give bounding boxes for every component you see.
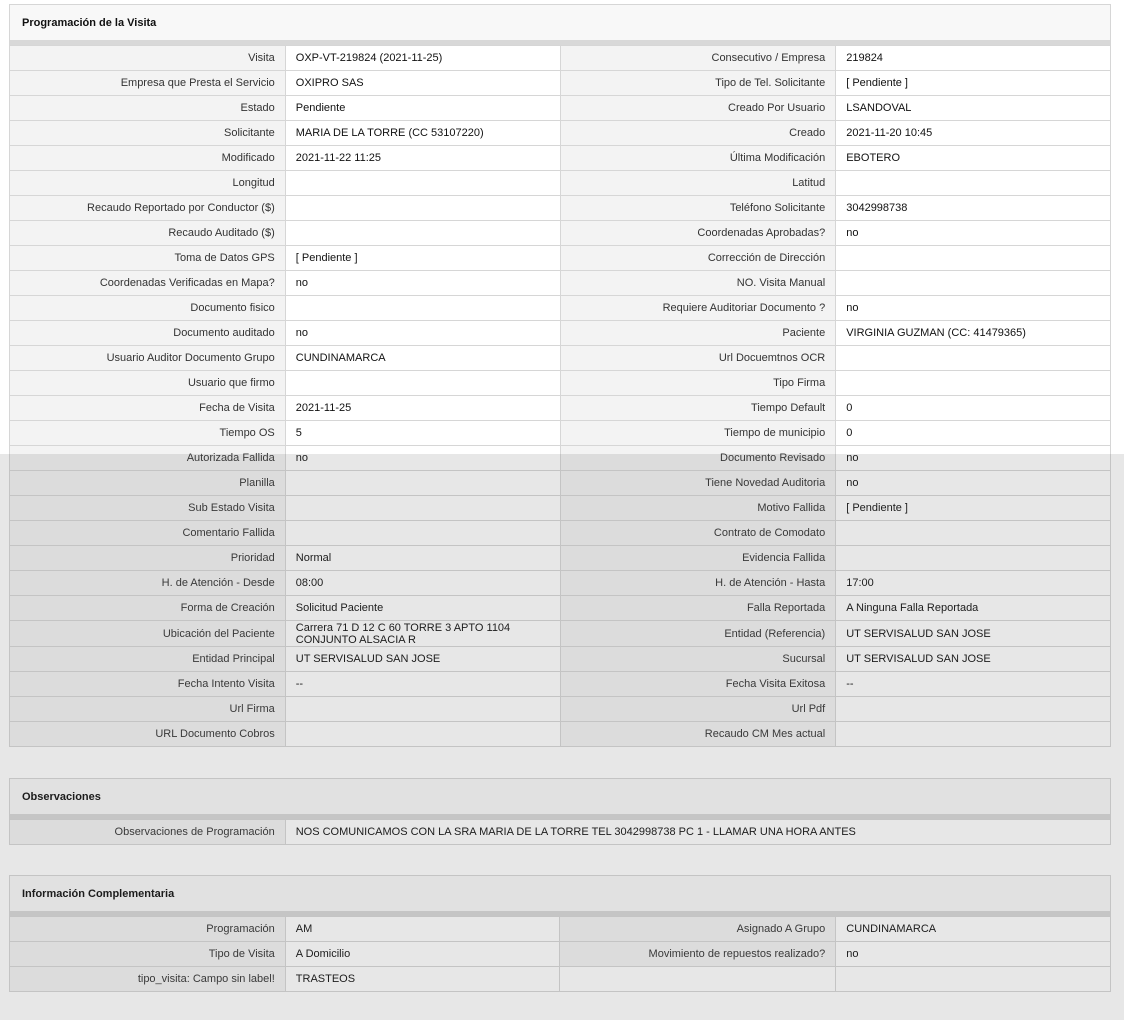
- field-label: Tiempo de municipio: [560, 421, 836, 446]
- field-value: [285, 221, 560, 246]
- field-value: [285, 722, 560, 747]
- field-label: Documento Revisado: [560, 446, 836, 471]
- field-value: 219824: [836, 46, 1111, 71]
- field-value: 5: [285, 421, 560, 446]
- field-value: [285, 371, 560, 396]
- field-value: OXP-VT-219824 (2021-11-25): [285, 46, 560, 71]
- field-label: Tipo de Visita: [10, 942, 286, 967]
- field-label: Empresa que Presta el Servicio: [10, 71, 286, 96]
- field-label: Usuario Auditor Documento Grupo: [10, 346, 286, 371]
- field-value: no: [285, 321, 560, 346]
- field-label: Url Docuemtnos OCR: [560, 346, 836, 371]
- field-label: Modificado: [10, 146, 286, 171]
- field-label: Creado Por Usuario: [560, 96, 836, 121]
- field-value: Normal: [285, 546, 560, 571]
- field-value: VIRGINIA GUZMAN (CC: 41479365): [836, 321, 1111, 346]
- programacion-section: [9, 4, 1111, 747]
- field-value: [285, 471, 560, 496]
- field-label: Tiempo OS: [10, 421, 286, 446]
- field-label: Requiere Auditoriar Documento ?: [560, 296, 836, 321]
- field-value: 2021-11-22 11:25: [285, 146, 560, 171]
- table-row: [10, 171, 1111, 196]
- table-row: [10, 246, 1111, 271]
- field-value: EBOTERO: [836, 146, 1111, 171]
- field-label: Ubicación del Paciente: [10, 621, 286, 647]
- field-label: Movimiento de repuestos realizado?: [560, 942, 836, 967]
- table-row: [10, 917, 1111, 942]
- table-row: [10, 722, 1111, 747]
- field-label: Autorizada Fallida: [10, 446, 286, 471]
- field-value: LSANDOVAL: [836, 96, 1111, 121]
- field-label: Sucursal: [560, 647, 836, 672]
- observaciones-table: [9, 819, 1111, 845]
- field-value: MARIA DE LA TORRE (CC 53107220): [285, 121, 560, 146]
- table-row: [10, 546, 1111, 571]
- field-label: Coordenadas Verificadas en Mapa?: [10, 271, 286, 296]
- field-label: Planilla: [10, 471, 286, 496]
- table-row: [10, 942, 1111, 967]
- table-row: [10, 521, 1111, 546]
- field-value: Carrera 71 D 12 C 60 TORRE 3 APTO 1104 CONJUNTO ALSACIA R: [285, 621, 560, 647]
- field-value: no: [285, 271, 560, 296]
- field-label: Url Pdf: [560, 697, 836, 722]
- field-value: UT SERVISALUD SAN JOSE: [285, 647, 560, 672]
- field-value: [285, 521, 560, 546]
- field-value: [836, 171, 1111, 196]
- field-label: Coordenadas Aprobadas?: [560, 221, 836, 246]
- field-value: [285, 496, 560, 521]
- field-label: NO. Visita Manual: [560, 271, 836, 296]
- field-label: Estado: [10, 96, 286, 121]
- field-label: Forma de Creación: [10, 596, 286, 621]
- field-value: [ Pendiente ]: [836, 496, 1111, 521]
- field-value: 0: [836, 421, 1111, 446]
- field-value: --: [285, 672, 560, 697]
- field-label: Tiene Novedad Auditoria: [560, 471, 836, 496]
- field-value: [285, 697, 560, 722]
- observaciones-title: Observaciones: [9, 778, 1111, 814]
- table-row: [10, 271, 1111, 296]
- table-row: [10, 496, 1111, 521]
- field-label: Tipo de Tel. Solicitante: [560, 71, 836, 96]
- field-value: no: [836, 221, 1111, 246]
- empty-cell: [836, 967, 1111, 992]
- table-row: [10, 71, 1111, 96]
- field-label: Contrato de Comodato: [560, 521, 836, 546]
- field-label: Motivo Fallida: [560, 496, 836, 521]
- table-row: [10, 697, 1111, 722]
- field-value: 2021-11-20 10:45: [836, 121, 1111, 146]
- table-row: [10, 46, 1111, 71]
- field-label: Recaudo Reportado por Conductor ($): [10, 196, 286, 221]
- table-row: [10, 471, 1111, 496]
- field-value: A Ninguna Falla Reportada: [836, 596, 1111, 621]
- field-label: Longitud: [10, 171, 286, 196]
- field-value: no: [836, 446, 1111, 471]
- field-value: 17:00: [836, 571, 1111, 596]
- table-row: [10, 820, 1111, 845]
- field-value: UT SERVISALUD SAN JOSE: [836, 647, 1111, 672]
- complementaria-section: [9, 875, 1111, 992]
- field-label: Consecutivo / Empresa: [560, 46, 836, 71]
- field-value: [836, 546, 1111, 571]
- field-value: no: [836, 942, 1111, 967]
- field-value: [285, 196, 560, 221]
- table-row: [10, 321, 1111, 346]
- field-value: 2021-11-25: [285, 396, 560, 421]
- table-row: [10, 596, 1111, 621]
- field-value: CUNDINAMARCA: [836, 917, 1111, 942]
- observaciones-section: [9, 778, 1111, 845]
- table-row: [10, 221, 1111, 246]
- field-label: Solicitante: [10, 121, 286, 146]
- field-label: H. de Atención - Hasta: [560, 571, 836, 596]
- field-label: Programación: [10, 917, 286, 942]
- table-row: [10, 647, 1111, 672]
- field-label: Fecha Visita Exitosa: [560, 672, 836, 697]
- field-value: no: [285, 446, 560, 471]
- field-label: Última Modificación: [560, 146, 836, 171]
- field-label: Documento auditado: [10, 321, 286, 346]
- field-label: Prioridad: [10, 546, 286, 571]
- table-row: [10, 346, 1111, 371]
- field-value: AM: [285, 917, 560, 942]
- field-label: Sub Estado Visita: [10, 496, 286, 521]
- field-label: Documento fisico: [10, 296, 286, 321]
- field-label: tipo_visita: Campo sin label!: [10, 967, 286, 992]
- field-value: UT SERVISALUD SAN JOSE: [836, 621, 1111, 647]
- field-label: Fecha Intento Visita: [10, 672, 286, 697]
- field-value: 08:00: [285, 571, 560, 596]
- field-value: OXIPRO SAS: [285, 71, 560, 96]
- field-label: Visita: [10, 46, 286, 71]
- field-label: Recaudo CM Mes actual: [560, 722, 836, 747]
- table-row: [10, 121, 1111, 146]
- complementaria-table: [9, 916, 1111, 992]
- field-value: [836, 346, 1111, 371]
- field-value: [836, 271, 1111, 296]
- field-label: Url Firma: [10, 697, 286, 722]
- table-row: [10, 571, 1111, 596]
- field-label: Evidencia Fallida: [560, 546, 836, 571]
- field-value: [836, 697, 1111, 722]
- field-label: Tipo Firma: [560, 371, 836, 396]
- table-row: [10, 146, 1111, 171]
- field-label: Recaudo Auditado ($): [10, 221, 286, 246]
- field-value: 3042998738: [836, 196, 1111, 221]
- field-label: H. de Atención - Desde: [10, 571, 286, 596]
- field-label: Comentario Fallida: [10, 521, 286, 546]
- field-label: Paciente: [560, 321, 836, 346]
- field-value: [836, 521, 1111, 546]
- field-value: CUNDINAMARCA: [285, 346, 560, 371]
- field-label: Teléfono Solicitante: [560, 196, 836, 221]
- field-label: Entidad Principal: [10, 647, 286, 672]
- field-label: Tiempo Default: [560, 396, 836, 421]
- table-row: [10, 396, 1111, 421]
- observaciones-value: NOS COMUNICAMOS CON LA SRA MARIA DE LA TORRE TEL 3042998738 PC 1 - LLAMAR UNA HORA ANTES: [285, 820, 1110, 845]
- field-value: TRASTEOS: [285, 967, 560, 992]
- table-row: [10, 96, 1111, 121]
- field-label: Usuario que firmo: [10, 371, 286, 396]
- field-value: [836, 246, 1111, 271]
- table-row: [10, 196, 1111, 221]
- observaciones-label: Observaciones de Programación: [10, 820, 286, 845]
- field-label: Creado: [560, 121, 836, 146]
- field-label: Falla Reportada: [560, 596, 836, 621]
- field-value: [836, 371, 1111, 396]
- field-label: Toma de Datos GPS: [10, 246, 286, 271]
- table-row: [10, 296, 1111, 321]
- field-label: Asignado A Grupo: [560, 917, 836, 942]
- field-label: URL Documento Cobros: [10, 722, 286, 747]
- empty-cell: [560, 967, 836, 992]
- field-label: Latitud: [560, 171, 836, 196]
- field-value: --: [836, 672, 1111, 697]
- field-value: [ Pendiente ]: [836, 71, 1111, 96]
- field-label: Corrección de Dirección: [560, 246, 836, 271]
- field-value: [836, 722, 1111, 747]
- field-value: no: [836, 471, 1111, 496]
- field-value: Solicitud Paciente: [285, 596, 560, 621]
- field-value: A Domicilio: [285, 942, 560, 967]
- field-value: 0: [836, 396, 1111, 421]
- table-row: [10, 446, 1111, 471]
- field-value: Pendiente: [285, 96, 560, 121]
- field-value: [285, 171, 560, 196]
- table-row: [10, 421, 1111, 446]
- field-value: no: [836, 296, 1111, 321]
- programacion-title: Programación de la Visita: [9, 4, 1111, 40]
- complementaria-title: Información Complementaria: [9, 875, 1111, 911]
- table-row: [10, 621, 1111, 647]
- field-value: [ Pendiente ]: [285, 246, 560, 271]
- field-label: Fecha de Visita: [10, 396, 286, 421]
- table-row: [10, 371, 1111, 396]
- table-row: [10, 967, 1111, 992]
- programacion-table: [9, 45, 1111, 747]
- table-row: [10, 672, 1111, 697]
- field-label: Entidad (Referencia): [560, 621, 836, 647]
- field-value: [285, 296, 560, 321]
